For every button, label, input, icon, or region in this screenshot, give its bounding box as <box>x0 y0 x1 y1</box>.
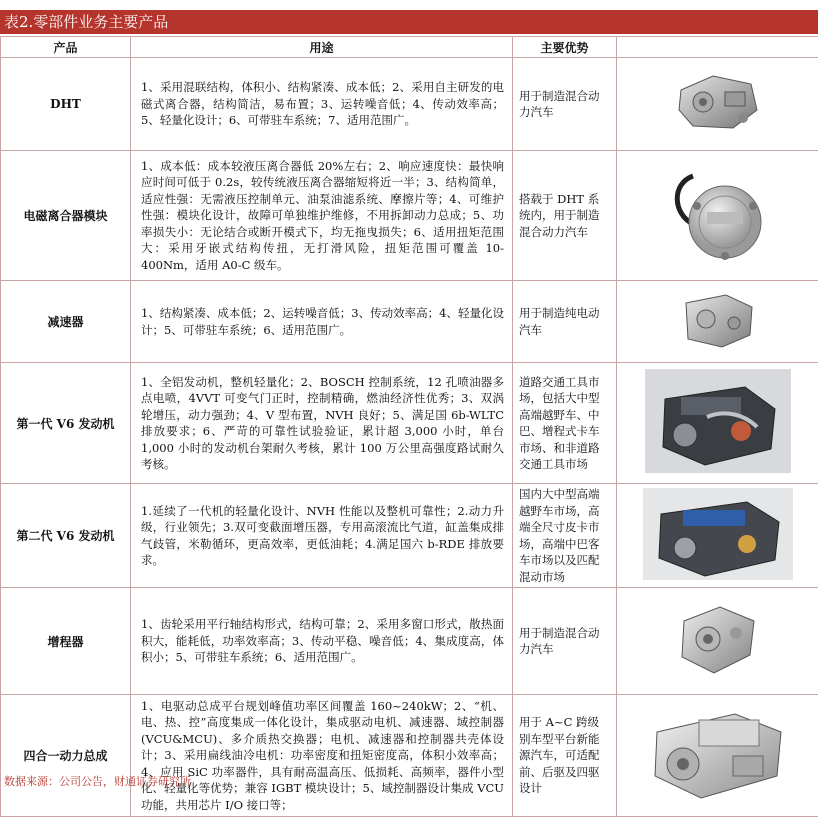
four-in-one-powertrain-image <box>617 695 818 817</box>
product-advantage: 道路交通工具市场，包括大中型高端越野车、中巴、增程式卡车市场、和非道路交通工具市场 <box>513 363 617 484</box>
product-use: 1、电驱动总成平台规划峰值功率区间覆盖 160~240kW；2、“机、电、热、控”高度集成一体化设计，集成驱动电机、减速器、域控制器(VCU&MCU)、多介质热交换器；电机、减速器和控制器共壳体设计；3、采用扁线油冷电机：功率密度和扭矩密度高，体积小效率高；4、应用 SiC 功率器件，具有耐高温高压、低损耗、高频率，器件小型化、轻量化等优势；兼容 IGBT 模块设计；5、域控制器设计集成 VCU 功能，共用芯片 I/O 接口等； <box>131 695 513 817</box>
table-row <box>1 588 818 695</box>
product-use: 1、齿轮采用平行轴结构形式，结构可靠；2、采用多窗口形式，散热面积大，能耗低，功率效率高；3、传动平稳、噪音低；4、集成度高，体积小；5、可带驻车系统；6、适用范围广。 <box>131 588 513 695</box>
product-table <box>0 36 818 817</box>
product-name: 增程器 <box>1 588 131 695</box>
product-advantage: 用于制造混合动力汽车 <box>513 588 617 695</box>
header-use: 用途 <box>131 37 513 58</box>
product-advantage: 用于制造纯电动汽车 <box>513 281 617 363</box>
header-advantage: 主要优势 <box>513 37 617 58</box>
range-extender-image <box>617 588 818 695</box>
reducer-image <box>617 281 818 363</box>
header-image <box>617 37 818 58</box>
table-row <box>1 695 818 817</box>
dht-transmission-image <box>617 58 818 151</box>
source-note: 数据来源：公司公告，财通证券研究所 <box>4 773 191 789</box>
product-name: 四合一动力总成 <box>1 695 131 817</box>
product-name: 第一代 V6 发动机 <box>1 363 131 484</box>
product-advantage: 搭载于 DHT 系统内，用于制造混合动力汽车 <box>513 151 617 281</box>
table-row <box>1 484 818 588</box>
product-use: 1.延续了一代机的轻量化设计、NVH 性能以及整机可靠性；2.动力升级，行业领先；3.双可变截面增压器，专用高滚流比气道，缸盖集成排气歧管，米勒循环，更高效率，更低油耗；4.满足国六 b-RDE 排放要求。 <box>131 484 513 588</box>
v6-engine-gen2-image <box>617 484 818 588</box>
table-row <box>1 281 818 363</box>
product-name: 第二代 V6 发动机 <box>1 484 131 588</box>
table-row <box>1 151 818 281</box>
product-use: 1、全铝发动机，整机轻量化；2、BOSCH 控制系统，12 孔喷油器多点电喷，4VVT 可变气门正时，控制精确，燃油经济性优秀；3、双涡轮增压，动力强劲；4、V 型布置，NVH 良好；5、满足国 6b-WLTC 排放要求；6、严苛的可靠性试验验证，累计超 3,000 小时，单台 1,000 小时的发动机台架耐久考核，累计 100 万公里高强度路试耐久考核。 <box>131 363 513 484</box>
header-row <box>1 37 818 58</box>
header-product: 产品 <box>1 37 131 58</box>
table-row <box>1 58 818 151</box>
product-use: 1、成本低：成本较液压离合器低 20%左右；2、响应速度快：最快响应时间可低于 0.2s，较传统液压离合器缩短将近一半；3、结构简单，适应性强：无需液压控制单元、油泵油滤系统、摩擦片等；4、可维护性强：模块化设计，故障可单独维护维修，不用拆卸动力总成；5、功率损失小：无论结合或断开模式下，均无拖曳损失；6、适用扭矩范围大：采用牙嵌式结构传扭，无打滑风险，扭矩范围可覆盖 10-400Nm，适用 A0-C 级车。 <box>131 151 513 281</box>
product-advantage: 用于 A~C 跨级别车型平台新能源汽车，可适配前、后驱及四驱设计 <box>513 695 617 817</box>
product-use: 1、结构紧凑、成本低；2、运转噪音低；3、传动效率高；4、轻量化设计；5、可带驻车系统；6、适用范围广。 <box>131 281 513 363</box>
product-name: DHT <box>1 58 131 151</box>
product-name: 减速器 <box>1 281 131 363</box>
v6-engine-gen1-image <box>617 363 818 484</box>
product-name: 电磁离合器模块 <box>1 151 131 281</box>
clutch-module-image <box>617 151 818 281</box>
product-use: 1、采用混联结构，体积小、结构紧凑、成本低；2、采用自主研发的电磁式离合器，结构简洁，易布置；3、运转噪音低；4、传动效率高；5、轻量化设计；6、可带驻车系统；7、适用范围广。 <box>131 58 513 151</box>
product-advantage: 用于制造混合动力汽车 <box>513 58 617 151</box>
product-advantage: 国内大中型高端越野车市场，高端全尺寸皮卡市场，高端中巴客车市场以及匹配混动市场 <box>513 484 617 588</box>
table-title: 表2.零部件业务主要产品 <box>0 10 818 34</box>
table-row <box>1 363 818 484</box>
